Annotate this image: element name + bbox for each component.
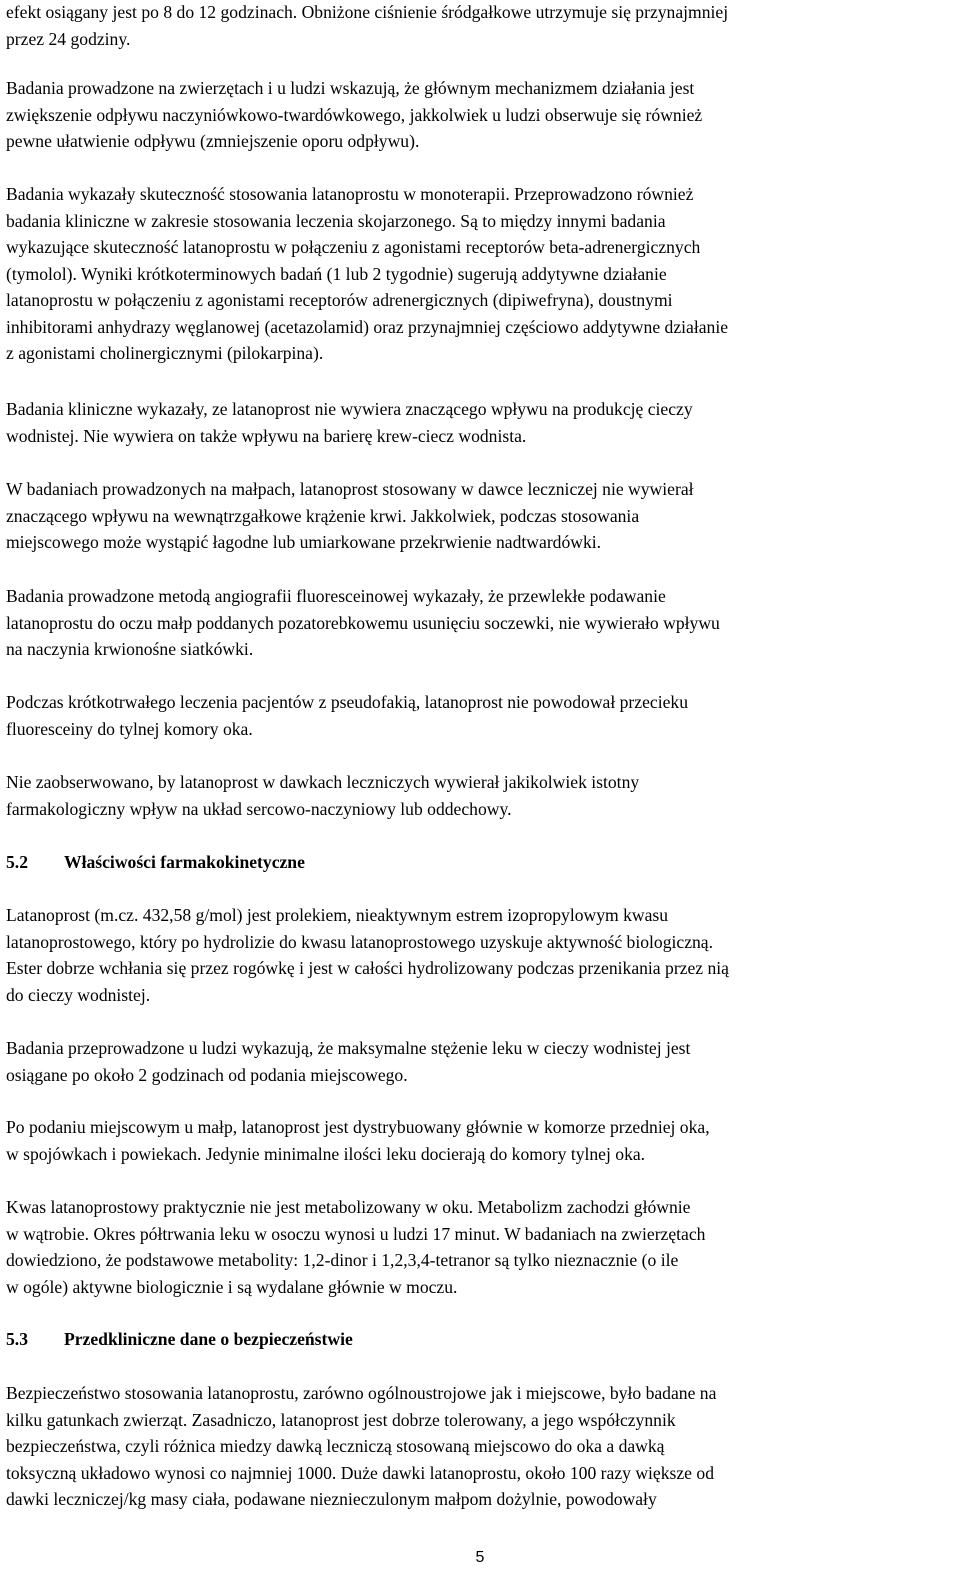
section-title: Właściwości farmakokinetyczne <box>64 852 305 872</box>
paragraph-prodrug: Latanoprost (m.cz. 432,58 g/mol) jest prolekiem, nieaktywnym estrem izopropylowym kwasu latanoprostowego, który po hydrolizie do kwasu latanoprostowego uzyskuje aktywność biologiczną. Ester dobrze wchłania się przez rogówkę i jest w całości hydrolizowany podczas przenikania przez nią do cieczy wodnistej. <box>6 905 729 1005</box>
section-heading-pharmacokinetics <box>6 849 305 876</box>
paragraph-pseudophakia: Podczas krótkotrwałego leczenia pacjentów z pseudofakią, latanoprost nie powodował przecieku fluoresceiny do tylnej komory oka. <box>6 692 688 739</box>
section-number: 5.2 <box>6 852 28 872</box>
paragraph-monotherapy: Badania wykazały skuteczność stosowania latanoprostu w monoterapii. Przeprowadzono również badania kliniczne w zakresie stosowania leczenia skojarzonego. Są to między innymi badania wykazujące skuteczność latanoprostu w połączeniu z agonistami receptorów beta-adrenergicznych (tymolol). Wyniki krótkoterminowych badań (1 lub 2 tygodnie) sugerują addytywne działanie latanoprostu w połączeniu z agonistami receptorów adrenergicznych (dipiwefryna), doustnymi inhibitorami anhydrazy węglanowej (acetazolamid) oraz przynajmniej częściowo addytywne działanie z agonistami cholinergicznymi (pilokarpina). <box>6 184 729 363</box>
paragraph-effect-duration: efekt osiągany jest po 8 do 12 godzinach. Obniżone ciśnienie śródgałkowe utrzymuje się przynajmniej przez 24 godziny. <box>6 2 729 49</box>
section-title: Przedkliniczne dane o bezpieczeństwie <box>64 1329 353 1349</box>
paragraph-mechanism: Badania prowadzone na zwierzętach i u ludzi wskazują, że głównym mechanizmem działania jest zwiększenie odpływu naczyniówkowo-twardówkowego, jakkolwiek u ludzi obserwuje się również pewne ułatwienie odpływu (zmniejszenie oporu odpływu). <box>6 78 703 151</box>
paragraph-cardiovascular: Nie zaobserwowano, by latanoprost w dawkach leczniczych wywierał jakikolwiek istotny farmakologiczny wpływ na układ sercowo-naczyniowy lub oddechowy. <box>6 772 640 819</box>
paragraph-monkey-blood-flow: W badaniach prowadzonych na małpach, latanoprost stosowany w dawce leczniczej nie wywierał znaczącego wpływu na wewnątrzgałkowe krążenie krwi. Jakkolwiek, podczas stosowania miejscowego może wystąpić łagodne lub umiarkowane przekrwienie nadtwardówki. <box>6 479 694 552</box>
paragraph-max-concentration: Badania przeprowadzone u ludzi wykazują, że maksymalne stężenie leku w cieczy wodnistej jest osiągane po około 2 godzinach od podania miejscowego. <box>6 1038 691 1085</box>
paragraph-metabolism: Kwas latanoprostowy praktycznie nie jest metabolizowany w oku. Metabolizm zachodzi głównie w wątrobie. Okres półtrwania leku w osoczu wynosi u ludzi 17 minut. W badaniach na zwierzętach dowiedziono, że podstawowe metabolity: 1,2-dinor i 1,2,3,4-tetranor są tylko nieznacznie (o ile w ogóle) aktywne biologicznie i są wydalane głównie w moczu. <box>6 1197 706 1297</box>
paragraph-distribution: Po podaniu miejscowym u małp, latanoprost jest dystrybuowany głównie w komorze przedniej oka, w spojówkach i powiekach. Jedynie minimalne ilości leku docierają do komory tylnej oka. <box>6 1117 710 1164</box>
paragraph-aqueous-humor: Badania kliniczne wykazały, ze latanoprost nie wywiera znaczącego wpływu na produkcję cieczy wodnistej. Nie wywiera on także wpływu na barierę krew-ciecz wodnista. <box>6 399 693 446</box>
page-number: 5 <box>475 1549 485 1566</box>
paragraph-safety: Bezpieczeństwo stosowania latanoprostu, zarówno ogólnoustrojowe jak i miejscowe, było badane na kilku gatunkach zwierząt. Zasadniczo, latanoprost jest dobrze tolerowany, a jego współczynnik bezpieczeństwa, czyli różnica miedzy dawką leczniczą stosowaną miejscowo do oka a dawką toksyczną układowo wynosi co najmniej 1000. Duże dawki latanoprostu, około 100 razy większe od dawki leczniczej/kg masy ciała, podawane nieznieczulonym małpom dożylnie, powodowały <box>6 1383 717 1509</box>
paragraph-angiography: Badania prowadzone metodą angiografii fluoresceinowej wykazały, że przewlekłe podawanie latanoprostu do oczu małp poddanych pozatorebkowemu usunięciu soczewki, nie wywierało wpływu na naczynia krwionośne siatkówki. <box>6 586 720 659</box>
section-number: 5.3 <box>6 1329 28 1349</box>
section-heading-preclinical-safety <box>6 1326 353 1353</box>
